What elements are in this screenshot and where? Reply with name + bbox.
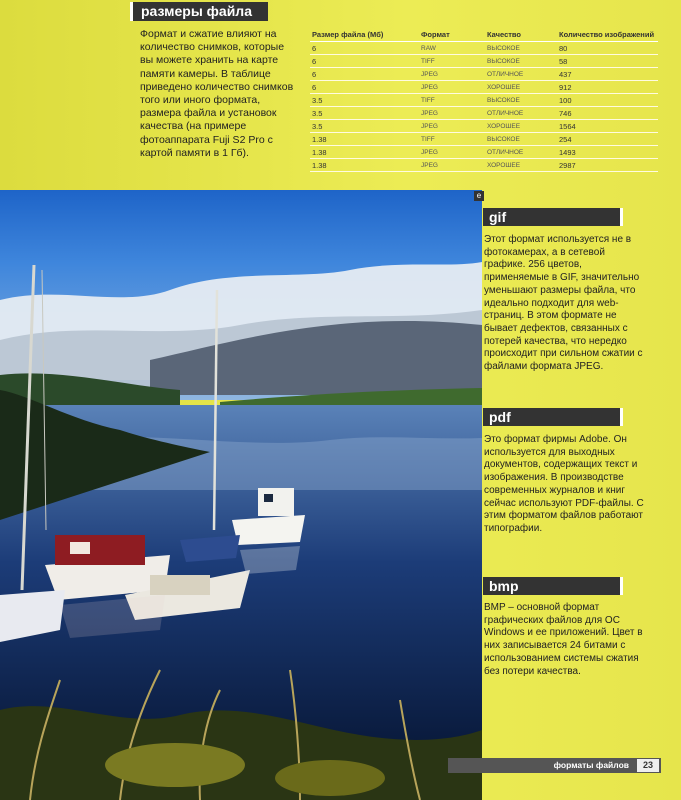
cell-count: 80 xyxy=(557,42,658,55)
col-header-format: Формат xyxy=(419,28,485,42)
cell-count: 2987 xyxy=(557,159,658,172)
table-row xyxy=(310,55,658,68)
cell-quality: ОТЛИЧНОЕ xyxy=(485,68,557,81)
cell-format: JPEG xyxy=(419,68,485,81)
section-title-gif: gif xyxy=(483,208,623,226)
cell-quality: ХОРОШЕЕ xyxy=(485,120,557,133)
cell-quality: ХОРОШЕЕ xyxy=(485,159,557,172)
cell-quality: ОТЛИЧНОЕ xyxy=(485,107,557,120)
table-row xyxy=(310,68,658,81)
cell-size: 6 xyxy=(310,81,419,94)
cell-count: 1564 xyxy=(557,120,658,133)
cell-size: 1.38 xyxy=(310,133,419,146)
cell-format: JPEG xyxy=(419,120,485,133)
file-size-table xyxy=(310,28,658,172)
section-title-bmp: bmp xyxy=(483,577,623,595)
cell-quality: ОТЛИЧНОЕ xyxy=(485,146,557,159)
table-row xyxy=(310,94,658,107)
col-header-quality: Качество xyxy=(485,28,557,42)
section-text-gif: Этот формат используется не в фотокамерах, а в сетевой графике. 256 цветов, применяемые в GIF, значительно уменьшают размеры файла, что идеально подходит для web-страниц. В этом формате не бывает дефектов, связанных с потерей качества, что нередко происходит при сильном сжатии с файлами формата JPEG. xyxy=(484,234,643,373)
cell-quality: ВЫСОКОЕ xyxy=(485,42,557,55)
cell-quality: ХОРОШЕЕ xyxy=(485,81,557,94)
table-row xyxy=(310,42,658,55)
col-header-count: Количество изображений xyxy=(557,28,658,42)
cell-size: 3.5 xyxy=(310,94,419,107)
table-row xyxy=(310,159,658,172)
cell-quality: ВЫСОКОЕ xyxy=(485,94,557,107)
cell-count: 254 xyxy=(557,133,658,146)
cell-format: RAW xyxy=(419,42,485,55)
table-row xyxy=(310,107,658,120)
cell-count: 912 xyxy=(557,81,658,94)
harbor-photo xyxy=(0,190,482,800)
photo-marker: e xyxy=(474,191,484,201)
cell-size: 1.38 xyxy=(310,146,419,159)
cell-count: 58 xyxy=(557,55,658,68)
cell-size: 6 xyxy=(310,55,419,68)
cell-size: 6 xyxy=(310,68,419,81)
table-row xyxy=(310,120,658,133)
section-title-pdf: pdf xyxy=(483,408,623,426)
table-row xyxy=(310,81,658,94)
section-text-bmp: BMP – основной формат графических файлов для ОС Windows и ее приложений. Цвет в них записывается 24 битами с использованием системы сжатия без потери качества. xyxy=(484,602,643,677)
cell-format: JPEG xyxy=(419,81,485,94)
cell-size: 6 xyxy=(310,42,419,55)
intro-paragraph: Формат и сжатие влияют на количество снимков, которые вы можете хранить на карте памяти камеры. В таблице приведено количество снимков того или иного формата, размера файла и установок качества (на примере фотоаппарата Fuji S2 Pro с картой памяти в 1 Гб). xyxy=(140,28,294,159)
page-number: 23 xyxy=(637,759,659,772)
col-header-size: Размер файла (Мб) xyxy=(310,28,419,42)
table-header-row xyxy=(310,28,658,42)
format-sidebar xyxy=(478,190,668,758)
cell-count: 437 xyxy=(557,68,658,81)
cell-count: 746 xyxy=(557,107,658,120)
table-row xyxy=(310,146,658,159)
cell-size: 3.5 xyxy=(310,120,419,133)
cell-format: JPEG xyxy=(419,107,485,120)
section-text-pdf: Это формат фирмы Adobe. Он используется для выходных документов, содержащих текст и изображения. В производстве современных журналов и книг сейчас используют PDF-файлы. С этим форматом файлов работают типографии. xyxy=(484,434,644,534)
cell-format: TIFF xyxy=(419,133,485,146)
page-title: размеры файла xyxy=(130,2,268,21)
cell-format: TIFF xyxy=(419,94,485,107)
cell-format: TIFF xyxy=(419,55,485,68)
cell-quality: ВЫСОКОЕ xyxy=(485,55,557,68)
cell-count: 100 xyxy=(557,94,658,107)
footer-section-label: форматы файлов xyxy=(553,760,629,770)
table-row xyxy=(310,133,658,146)
cell-format: JPEG xyxy=(419,146,485,159)
cell-format: JPEG xyxy=(419,159,485,172)
page-footer xyxy=(448,758,661,773)
cell-count: 1493 xyxy=(557,146,658,159)
cell-size: 3.5 xyxy=(310,107,419,120)
cell-size: 1.38 xyxy=(310,159,419,172)
cell-quality: ВЫСОКОЕ xyxy=(485,133,557,146)
